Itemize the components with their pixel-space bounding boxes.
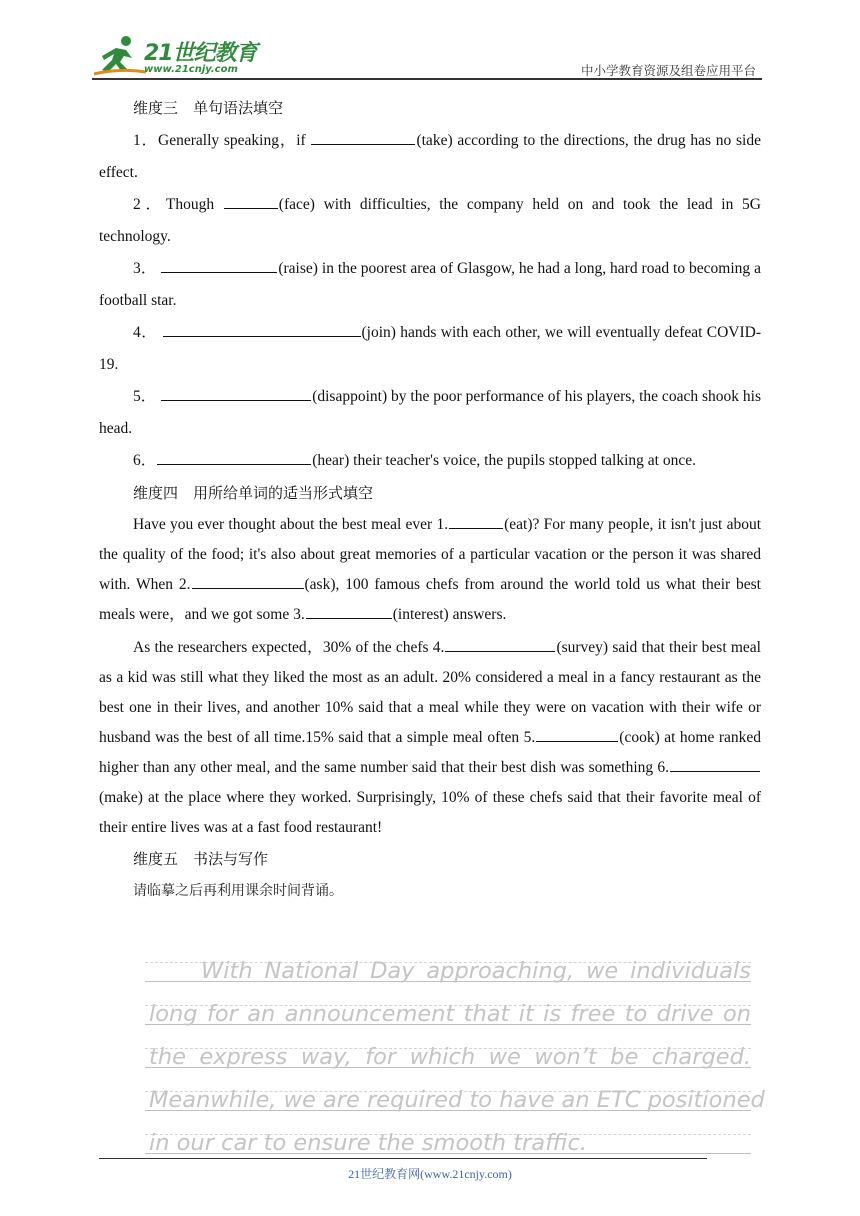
answer-blank-5[interactable] xyxy=(161,386,311,401)
header-divider xyxy=(92,78,762,80)
logo xyxy=(92,34,272,78)
passage-blank-3[interactable] xyxy=(306,604,392,619)
logo-url: www.21cnjy.com xyxy=(144,64,238,75)
practice-line-1: With National Day approaching, we individuals xyxy=(145,946,751,989)
question-4: 4． (join) hands with each other, we will eventually defeat COVID-19. xyxy=(99,324,761,373)
platform-name: 中小学教育资源及组卷应用平台 xyxy=(580,63,756,78)
passage-paragraph-2: As the researchers expected，30% of the chefs 4. (survey) said that their best meal as a kid was still what they liked the most as an adult. 20% considered a meal in a fancy restaurant as the best one in their lives, and another 10% said that a meal while they were on vacation with their wife or husband was the best of all time.15% said that a simple meal often 5. (cook) at home ranked higher than any other meal, and the same number said that their best dish was something 6.(make) at the place where they worked. Surprisingly, 10% of these chefs said that their favorite meal of their entire lives was at a fast food restaurant! xyxy=(99,639,761,836)
section3-title: 维度三 单句语法填空 xyxy=(133,99,284,117)
footer-divider xyxy=(99,1158,707,1159)
question-5: 5． (disappoint) by the poor performance of his players, the coach shook his head. xyxy=(99,388,761,437)
passage-blank-4[interactable] xyxy=(445,637,555,652)
passage-blank-2[interactable] xyxy=(192,574,304,589)
passage-blank-1[interactable] xyxy=(449,514,503,529)
passage-paragraph-1: Have you ever thought about the best meal ever 1. (eat)? For many people, it isn't just about the quality of the food; it's also about great memories of a particular vacation or the person it was shared with. When 2. (ask), 100 famous chefs from around the world told us what their best meals were，and we got some 3. (interest) answers. xyxy=(99,516,761,623)
page-header xyxy=(92,34,762,80)
question-1: 1．Generally speaking，if (take) according to the directions, the drug has no side effect. xyxy=(99,132,761,181)
passage-blank-6[interactable] xyxy=(670,757,760,772)
question-2: 2．Though (face) with difficulties, the company held on and took the lead in 5G technology. xyxy=(99,196,761,245)
section5-title: 维度五 书法与写作 xyxy=(133,850,269,868)
passage-blank-5[interactable] xyxy=(536,727,618,742)
answer-blank-4[interactable] xyxy=(163,322,361,337)
answer-blank-1[interactable] xyxy=(311,130,415,145)
logo-text: 21世纪教育 xyxy=(144,41,257,66)
footer-text: 21世纪教育网(www.21cnjy.com) xyxy=(348,1167,512,1181)
practice-line-4: Meanwhile, we are required to have an ETC positioned xyxy=(145,1075,751,1118)
section4-title: 维度四 用所给单词的适当形式填空 xyxy=(133,484,374,502)
practice-line-2: long for an announcement that it is free to drive on xyxy=(145,989,751,1032)
answer-blank-6[interactable] xyxy=(157,450,311,465)
practice-line-3: the express way, for which we won’t be charged. xyxy=(145,1032,751,1075)
copy-instruction: 请临摹之后再利用课余时间背诵。 xyxy=(133,883,343,899)
answer-blank-2[interactable] xyxy=(224,194,278,209)
handwriting-practice xyxy=(145,946,765,1161)
question-6: 6． (hear) their teacher's voice, the pupils stopped talking at once. xyxy=(133,452,696,469)
runner-logo-icon xyxy=(92,34,148,78)
worksheet-content xyxy=(99,92,761,906)
practice-line-5: in our car to ensure the smooth traffic. xyxy=(145,1118,751,1161)
answer-blank-3[interactable] xyxy=(161,258,277,273)
question-3: 3． (raise) in the poorest area of Glasgow, he had a long, hard road to becoming a football star. xyxy=(99,260,761,309)
